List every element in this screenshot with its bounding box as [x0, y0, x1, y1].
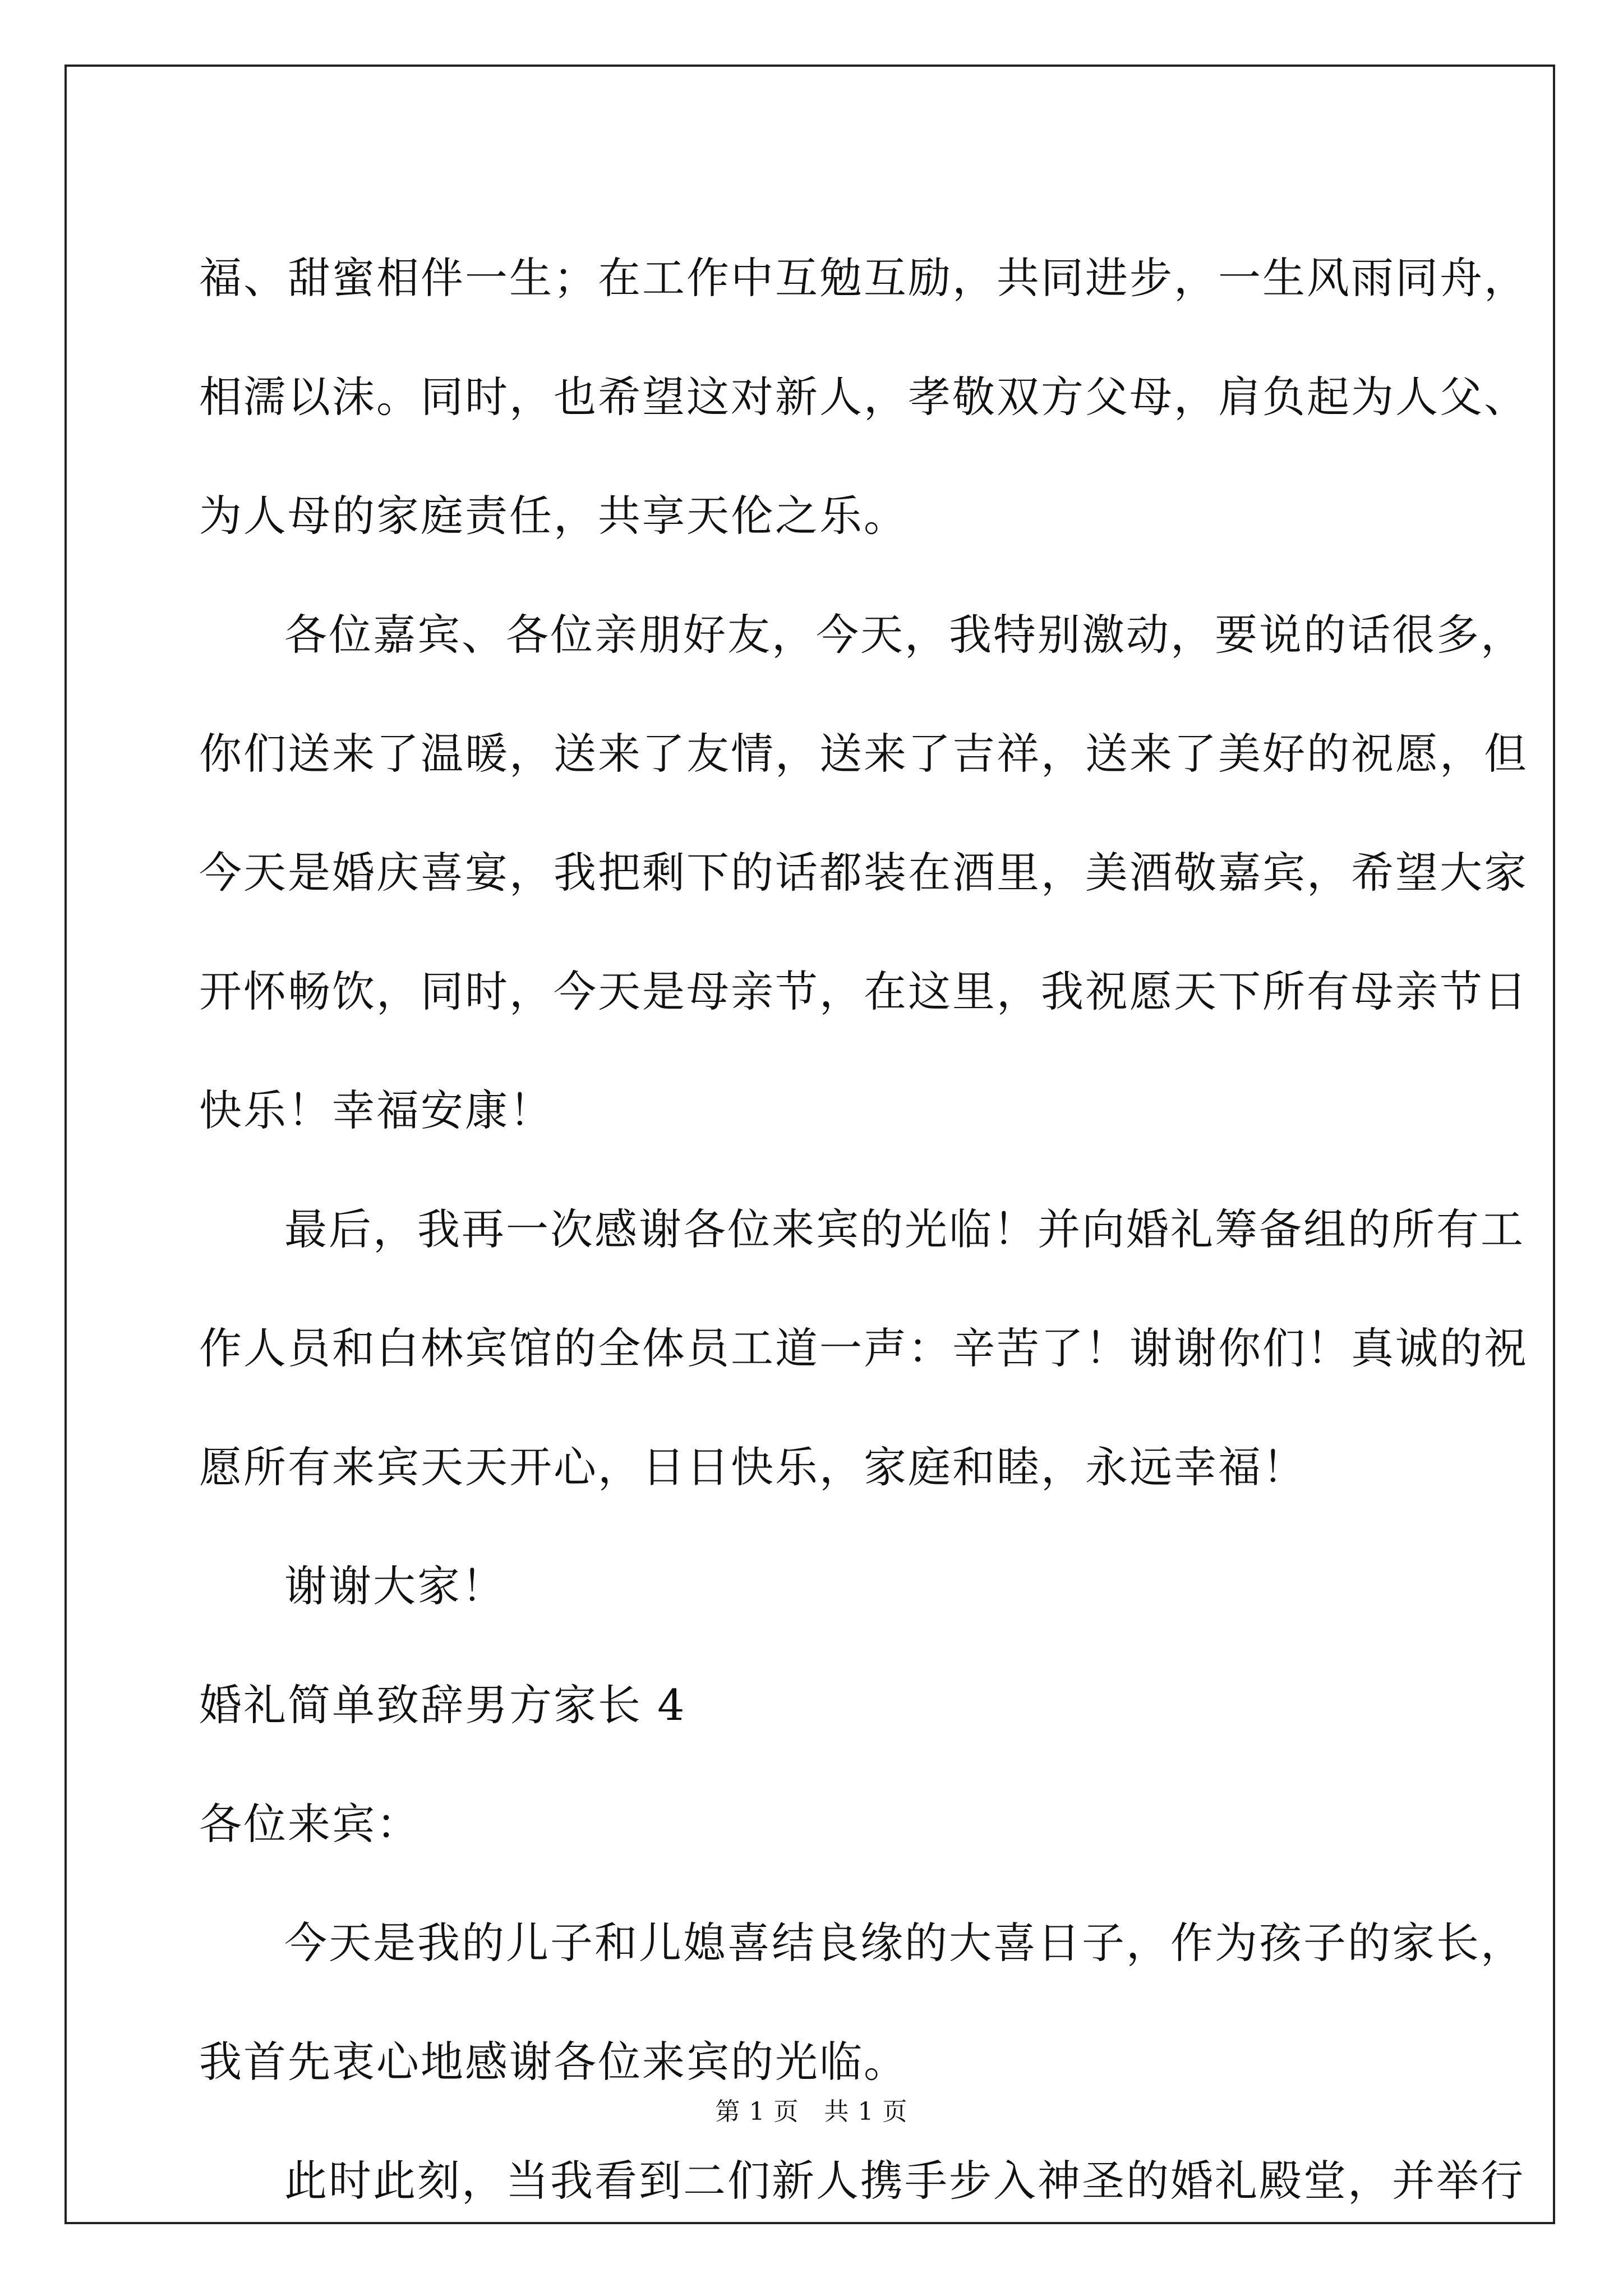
text-line: 愿所有来宾天天开心，日日快乐，家庭和睦，永远幸福！: [199, 1442, 1307, 1492]
paragraph-start-line: 各位嘉宾、各位亲朋好友，今天，我特别激动，要说的话很多，: [284, 610, 1525, 660]
paragraph-start-line: 最后，我再一次感谢各位来宾的光临！并向婚礼筹备组的所有工: [284, 1204, 1525, 1254]
document-body: [199, 219, 1528, 2240]
text-line: 今天是婚庆喜宴，我把剩下的话都装在酒里，美酒敬嘉宾，希望大家: [199, 848, 1528, 898]
paragraph-start-line: 此时此刻，当我看到二们新人携手步入神圣的婚礼殿堂，并举行: [284, 2156, 1525, 2206]
salutation-line: 各位来宾：: [199, 1799, 421, 1849]
text-line: 你们送来了温暖，送来了友情，送来了吉祥，送来了美好的祝愿，但: [199, 729, 1528, 779]
page-number-footer: 第 1 页 共 1 页: [715, 2097, 908, 2126]
text-line: 福、甜蜜相伴一生；在工作中互勉互励，共同进步，一生风雨同舟，: [199, 253, 1528, 303]
text-line: 我首先衷心地感谢各位来宾的光临。: [199, 2037, 908, 2087]
closing-thanks-line: 谢谢大家！: [284, 1561, 506, 1611]
text-line: 相濡以沫。同时，也希望这对新人，孝敬双方父母，肩负起为人父、: [199, 372, 1528, 422]
paragraph-start-line: 今天是我的儿子和儿媳喜结良缘的大喜日子，作为孩子的家长，: [284, 1918, 1525, 1968]
text-line: 快乐！幸福安康！: [199, 1085, 554, 1135]
text-line: 作人员和白林宾馆的全体员工道一声：辛苦了！谢谢你们！真诚的祝: [199, 1323, 1528, 1373]
text-line: 为人母的家庭责任，共享天伦之乐。: [199, 491, 908, 541]
section-heading: 婚礼简单致辞男方家长 4: [199, 1680, 686, 1730]
text-line: 开怀畅饮，同时，今天是母亲节，在这里，我祝愿天下所有母亲节日: [199, 967, 1528, 1016]
